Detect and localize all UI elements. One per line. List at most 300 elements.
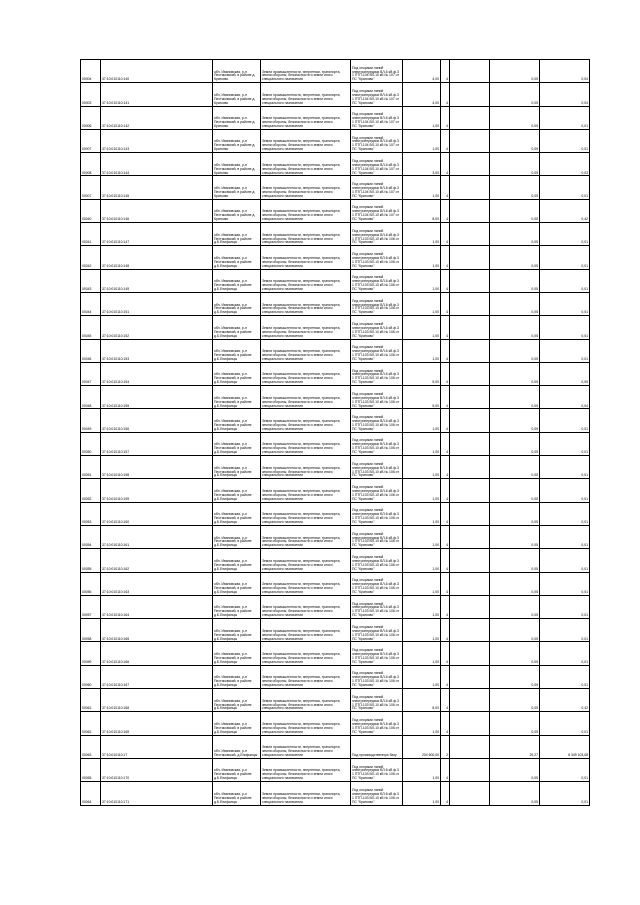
- cell-address: обл. Ивановская, р-н Пестяковский, в районе д.Б.Епифанцы: [213, 246, 261, 269]
- cell-cadastral-value: 0,01: [540, 106, 590, 129]
- cell-specific-value: 0,05: [490, 549, 540, 572]
- cell-permitted-use: Под опорами линий электропередачи ВЛ-6 кВ ф.3 1 ПТП-103 ВЛ-10 кВ № 106 от ПС "Кратково": [351, 246, 403, 269]
- cell-address: обл. Ивановская, р-н Пестяковский, в районе д. Кратково: [213, 106, 261, 129]
- cell-area: 1,00: [403, 432, 441, 455]
- cell-land-category: Земли промышленности, энергетики, транспорта, земли обороны, безопасности и земли иного специального назначения: [261, 456, 351, 479]
- cell-specific-value: 0,05: [490, 758, 540, 781]
- table-row: [81, 572, 590, 595]
- cell-cadastral-number: 37:10:010110:17: [101, 735, 213, 758]
- cell-area: 1,00: [403, 246, 441, 269]
- cell-land-category: Земли промышленности, энергетики, транспорта, земли обороны, безопасности и земли иного специального назначения: [261, 409, 351, 432]
- cell-unit-code: 4: [441, 106, 450, 129]
- cell-cadastral-value: 0,04: [540, 60, 590, 83]
- cell-cadastral-number: 37:10:010110:144: [101, 153, 213, 176]
- cell-permitted-use: Под опорами линий электропередачи ВЛ-6 кВ ф.3 1 ПТП-103 ВЛ-10 кВ № 106 от ПС "Кратково": [351, 479, 403, 502]
- table-row: [81, 223, 590, 246]
- cell-rate: [450, 83, 490, 106]
- cell-row-id: 00045: [81, 316, 101, 339]
- cell-permitted-use: Под опорами линий электропередачи ВЛ-6 кВ ф.3 1 ПТП-103 ВЛ-10 кВ № 106 от ПС "Кратково": [351, 502, 403, 525]
- table-row: [81, 712, 590, 735]
- cell-specific-value: 0,05: [490, 782, 540, 805]
- cell-row-id: 00040: [81, 199, 101, 222]
- cell-specific-value: 0,05: [490, 386, 540, 409]
- cell-address: обл. Ивановская, р-н Пестяковский, в районе д.Б.Епифанцы: [213, 479, 261, 502]
- cell-land-category: Земли промышленности, энергетики, транспорта, земли обороны, безопасности и земли иного специального назначения: [261, 269, 351, 292]
- cell-address: обл. Ивановская, р-н Пестяковский, в районе д. Кратково: [213, 153, 261, 176]
- cell-rate: [450, 409, 490, 432]
- cell-address: обл. Ивановская, р-н Пестяковский, в районе д.Б.Епифанцы: [213, 619, 261, 642]
- cell-land-category: Земли промышленности, энергетики, транспорта, земли обороны, безопасности и земли иного специального назначения: [261, 735, 351, 758]
- cell-specific-value: 0,05: [490, 60, 540, 83]
- cell-unit-code: 4: [441, 129, 450, 152]
- cell-area: 4,00: [403, 60, 441, 83]
- cell-cadastral-number: 37:10:010110:165: [101, 619, 213, 642]
- cell-permitted-use: Под опорами линий электропередачи ВЛ-6 кВ ф.3 1 ПТП-103 ВЛ-10 кВ № 106 от ПС "Кратково": [351, 386, 403, 409]
- cell-rate: [450, 619, 490, 642]
- cell-permitted-use: Под опорами линий электропередачи ВЛ-6 кВ ф.3 1 ПТП-103 ВЛ-10 кВ № 106 от ПС "Кратково": [351, 456, 403, 479]
- cell-permitted-use: Под опорами линий электропередачи ВЛ-6 кВ ф.3 1 ПТП-103 ВЛ-10 кВ № 106 от ПС "Кратково": [351, 572, 403, 595]
- cell-permitted-use: Под опорами линий электропередачи ВЛ-6 кВ ф.3 1 ПТП-104 ВЛ-10 кВ № 107 от ПС "Кратково": [351, 129, 403, 152]
- cell-land-category: Земли промышленности, энергетики, транспорта, земли обороны, безопасности и земли иного специального назначения: [261, 712, 351, 735]
- cell-rate: [450, 572, 490, 595]
- table-row: [81, 525, 590, 548]
- cell-specific-value: 0,05: [490, 595, 540, 618]
- cell-cadastral-number: 37:10:010110:162: [101, 549, 213, 572]
- cell-specific-value: 0,05: [490, 223, 540, 246]
- cell-cadastral-value: 0,01: [540, 246, 590, 269]
- cell-cadastral-value: 0,01: [540, 223, 590, 246]
- table-row: [81, 642, 590, 665]
- table-row: [81, 479, 590, 502]
- cell-permitted-use: Под опорами линий электропередачи ВЛ-6 кВ ф.3 1 ПТП-103 ВЛ-10 кВ № 106 от ПС "Кратково": [351, 549, 403, 572]
- cell-cadastral-value: 0,42: [540, 199, 590, 222]
- cell-specific-value: 0,05: [490, 502, 540, 525]
- cell-cadastral-number: 37:10:010110:157: [101, 432, 213, 455]
- cell-row-id: 00007: [81, 129, 101, 152]
- cell-area: 1,00: [403, 642, 441, 665]
- cell-unit-code: 4: [441, 386, 450, 409]
- cell-permitted-use: Под опорами линий электропередачи ВЛ-6 кВ ф.3 1 ПТП-103 ВЛ-10 кВ № 106 от ПС "Кратково": [351, 595, 403, 618]
- cell-row-id: 00054: [81, 525, 101, 548]
- cell-row-id: 00008: [81, 153, 101, 176]
- cell-cadastral-value: 0,03: [540, 153, 590, 176]
- cell-address: обл. Ивановская, р-н Пестяковский, в районе д.Б.Епифанцы: [213, 665, 261, 688]
- cell-cadastral-number: 37:10:010110:153: [101, 339, 213, 362]
- cell-cadastral-value: 0,01: [540, 269, 590, 292]
- cell-specific-value: 0,05: [490, 572, 540, 595]
- cell-land-category: Земли промышленности, энергетики, транспорта, земли обороны, безопасности и земли иного специального назначения: [261, 246, 351, 269]
- cell-address: обл. Ивановская, р-н Пестяковский, в районе д.Б.Епифанцы: [213, 292, 261, 315]
- cell-specific-value: 0,05: [490, 269, 540, 292]
- cell-rate: [450, 642, 490, 665]
- cell-cadastral-value: 0,01: [540, 549, 590, 572]
- cell-unit-code: 4: [441, 362, 450, 385]
- cell-cadastral-number: 37:10:010110:148: [101, 246, 213, 269]
- cell-row-id: 00050: [81, 432, 101, 455]
- cell-area: 8,00: [403, 199, 441, 222]
- table-row: [81, 758, 590, 781]
- cell-address: обл. Ивановская, р-н Пестяковский, в районе д. Кратково: [213, 176, 261, 199]
- cell-rate: [450, 549, 490, 572]
- cell-address: обл. Ивановская, р-н Пестяковский, в районе д.Б.Епифанцы: [213, 432, 261, 455]
- cell-land-category: Земли промышленности, энергетики, транспорта, земли обороны, безопасности и земли иного специального назначения: [261, 782, 351, 805]
- cell-cadastral-number: 37:10:010110:154: [101, 362, 213, 385]
- cell-cadastral-number: 37:10:010110:140: [101, 60, 213, 83]
- table-row: [81, 386, 590, 409]
- cell-cadastral-number: 37:10:010110:146: [101, 199, 213, 222]
- cell-specific-value: 0,05: [490, 432, 540, 455]
- cell-unit-code: 4: [441, 782, 450, 805]
- cell-row-id: 00058: [81, 619, 101, 642]
- cell-rate: [450, 525, 490, 548]
- cell-address: обл. Ивановская, р-н Пестяковский, д.Епифанцы: [213, 735, 261, 758]
- cell-unit-code: 4: [441, 479, 450, 502]
- cell-land-category: Земли промышленности, энергетики, транспорта, земли обороны, безопасности и земли иного специального назначения: [261, 316, 351, 339]
- cell-specific-value: 0,05: [490, 292, 540, 315]
- cell-permitted-use: Под опорами линий электропередачи ВЛ-6 кВ ф.3 1 ПТП-103 ВЛ-10 кВ № 106 от ПС "Кратково": [351, 362, 403, 385]
- cell-row-id: 00061: [81, 689, 101, 712]
- cell-area: 1,00: [403, 223, 441, 246]
- cell-cadastral-value: 0,01: [540, 409, 590, 432]
- cell-row-id: 00041: [81, 223, 101, 246]
- cell-cadastral-value: 0,42: [540, 689, 590, 712]
- cell-address: обл. Ивановская, р-н Пестяковский, в районе д. Кратково: [213, 60, 261, 83]
- cell-address: обл. Ивановская, р-н Пестяковский, в районе д.Б.Епифанцы: [213, 456, 261, 479]
- cell-address: обл. Ивановская, р-н Пестяковский, в районе д. Кратково: [213, 129, 261, 152]
- cell-cadastral-number: 37:10:010110:152: [101, 316, 213, 339]
- table-row: [81, 106, 590, 129]
- table-row: [81, 292, 590, 315]
- cell-permitted-use: Под опорами линий электропередачи ВЛ-6 кВ ф.3 1 ПТП-103 ВЛ-10 кВ № 106 от ПС "Кратково": [351, 525, 403, 548]
- cell-unit-code: 4: [441, 432, 450, 455]
- cell-permitted-use: Под опорами линий электропередачи ВЛ-6 кВ ф.3 1 ПТП-103 ВЛ-10 кВ № 106 от ПС "Кратково": [351, 665, 403, 688]
- cell-unit-code: 4: [441, 572, 450, 595]
- cell-row-id: 00048: [81, 386, 101, 409]
- cell-land-category: Земли промышленности, энергетики, транспорта, земли обороны, безопасности и земли иного специального назначения: [261, 153, 351, 176]
- cell-unit-code: 4: [441, 689, 450, 712]
- cell-cadastral-value: 0,01: [540, 782, 590, 805]
- cell-permitted-use: Под опорами линий электропередачи ВЛ-6 кВ ф.3 1 ПТП-103 ВЛ-10 кВ № 106 от ПС "Кратково": [351, 619, 403, 642]
- cell-unit-code: 4: [441, 60, 450, 83]
- cell-area: 1,00: [403, 665, 441, 688]
- table-row: [81, 316, 590, 339]
- cell-cadastral-value: 0,01: [540, 502, 590, 525]
- cell-specific-value: 0,05: [490, 665, 540, 688]
- cell-row-id: 00053: [81, 502, 101, 525]
- cell-permitted-use: Под опорами линий электропередачи ВЛ-6 кВ ф.3 1 ПТП-104 ВЛ-10 кВ № 107 от ПС "Кратково": [351, 83, 403, 106]
- cell-unit-code: 4: [441, 339, 450, 362]
- cell-specific-value: 0,05: [490, 129, 540, 152]
- cell-unit-code: 4: [441, 316, 450, 339]
- cell-address: обл. Ивановская, р-н Пестяковский, в районе д.Б.Епифанцы: [213, 525, 261, 548]
- cell-land-category: Земли промышленности, энергетики, транспорта, земли обороны, безопасности и земли иного специального назначения: [261, 595, 351, 618]
- cell-area: 1,00: [403, 712, 441, 735]
- cell-cadastral-number: 37:10:010110:156: [101, 409, 213, 432]
- cell-row-id: 00064: [81, 782, 101, 805]
- cell-rate: [450, 758, 490, 781]
- table-row: [81, 339, 590, 362]
- cell-area: 5,00: [403, 362, 441, 385]
- cell-row-id: 00047: [81, 362, 101, 385]
- cell-rate: [450, 269, 490, 292]
- cell-unit-code: 4: [441, 269, 450, 292]
- cell-specific-value: 0,05: [490, 712, 540, 735]
- cell-specific-value: 0,05: [490, 409, 540, 432]
- cell-specific-value: 0,05: [490, 456, 540, 479]
- cell-land-category: Земли промышленности, энергетики, транспорта, земли обороны, безопасности и земли иного специального назначения: [261, 665, 351, 688]
- cell-land-category: Земли промышленности, энергетики, транспорта, земли обороны, безопасности и земли иного специального назначения: [261, 292, 351, 315]
- cell-address: обл. Ивановская, р-н Пестяковский, в районе д.Б.Епифанцы: [213, 386, 261, 409]
- table-row: [81, 153, 590, 176]
- cell-cadastral-value: 0,01: [540, 479, 590, 502]
- cell-row-id: 00065: [81, 758, 101, 781]
- cell-land-category: Земли промышленности, энергетики, транспорта, земли обороны, безопасности и земли иного специального назначения: [261, 758, 351, 781]
- cell-cadastral-number: 37:10:010110:151: [101, 292, 213, 315]
- table-row: [81, 782, 590, 805]
- cell-cadastral-number: 37:10:010110:167: [101, 665, 213, 688]
- cell-cadastral-number: 37:10:010110:169: [101, 712, 213, 735]
- cell-row-id: 00055: [81, 549, 101, 572]
- cell-permitted-use: Под опорами линий электропередачи ВЛ-6 кВ ф.3 1 ПТП-103 ВЛ-10 кВ № 106 от ПС "Кратково": [351, 292, 403, 315]
- cell-address: обл. Ивановская, р-н Пестяковский, в районе д.Б.Епифанцы: [213, 316, 261, 339]
- cell-permitted-use: Под опорами линий электропередачи ВЛ-6 кВ ф.3 1 ПТП-103 ВЛ-10 кВ № 106 от ПС "Кратково": [351, 712, 403, 735]
- cell-unit-code: 4: [441, 153, 450, 176]
- cell-unit-code: 4: [441, 665, 450, 688]
- cell-unit-code: 4: [441, 502, 450, 525]
- cell-cadastral-value: 0,01: [540, 176, 590, 199]
- cell-cadastral-number: 37:10:010110:170: [101, 758, 213, 781]
- cell-cadastral-number: 37:10:010110:142: [101, 106, 213, 129]
- cell-cadastral-number: 37:10:010110:159: [101, 479, 213, 502]
- cell-permitted-use: Под опорами линий электропередачи ВЛ-6 кВ ф.3 1 ПТП-104 ВЛ-10 кВ № 107 от ПС "Кратково": [351, 106, 403, 129]
- cell-row-id: 00043: [81, 269, 101, 292]
- cell-specific-value: 29,27: [490, 735, 540, 758]
- cell-rate: [450, 153, 490, 176]
- cell-specific-value: 0,05: [490, 525, 540, 548]
- cell-cadastral-number: 37:10:010110:158: [101, 456, 213, 479]
- cell-rate: [450, 246, 490, 269]
- cell-area: 1,00: [403, 106, 441, 129]
- cell-rate: [450, 735, 490, 758]
- cell-address: обл. Ивановская, р-н Пестяковский, в районе д.Б.Епифанцы: [213, 782, 261, 805]
- cell-permitted-use: Под опорами линий электропередачи ВЛ-6 кВ ф.3 1 ПТП-103 ВЛ-10 кВ № 106 от ПС "Кратково": [351, 642, 403, 665]
- cell-permitted-use: Под опорами линий электропередачи ВЛ-6 кВ ф.3 1 ПТП-104 ВЛ-10 кВ № 107 от ПС "Кратково": [351, 153, 403, 176]
- table-row: [81, 665, 590, 688]
- cell-permitted-use: Под опорами линий электропередачи ВЛ-6 кВ ф.3 1 ПТП-104 ВЛ-10 кВ № 107 от ПС "Кратково": [351, 60, 403, 83]
- cell-row-id: 00060: [81, 665, 101, 688]
- cell-unit-code: 4: [441, 758, 450, 781]
- cell-unit-code: 4: [441, 176, 450, 199]
- cell-row-id: 00051: [81, 456, 101, 479]
- cell-land-category: Земли промышленности, энергетики, транспорта, земли обороны, безопасности и земли иного специального назначения: [261, 549, 351, 572]
- cell-specific-value: 0,05: [490, 362, 540, 385]
- cell-specific-value: 0,05: [490, 153, 540, 176]
- cell-row-id: 00052: [81, 479, 101, 502]
- cell-cadastral-number: 37:10:010110:166: [101, 642, 213, 665]
- cell-cadastral-number: 37:10:010110:145: [101, 176, 213, 199]
- cell-land-category: Земли промышленности, энергетики, транспорта, земли обороны, безопасности и земли иного специального назначения: [261, 129, 351, 152]
- cell-cadastral-number: 37:10:010110:168: [101, 689, 213, 712]
- cell-address: обл. Ивановская, р-н Пестяковский, в районе д. Кратково: [213, 83, 261, 106]
- cell-address: обл. Ивановская, р-н Пестяковский, в районе д.Б.Епифанцы: [213, 223, 261, 246]
- cell-rate: [450, 362, 490, 385]
- cell-cadastral-number: 37:10:010110:147: [101, 223, 213, 246]
- cell-row-id: 00049: [81, 409, 101, 432]
- cell-land-category: Земли промышленности, энергетики, транспорта, земли обороны, безопасности и земли иного специального назначения: [261, 176, 351, 199]
- cell-address: обл. Ивановская, р-н Пестяковский, в районе д.Б.Епифанцы: [213, 758, 261, 781]
- cell-area: 1,00: [403, 525, 441, 548]
- cell-cadastral-value: 8 349 103,08: [540, 735, 590, 758]
- cell-rate: [450, 129, 490, 152]
- cell-unit-code: 4: [441, 525, 450, 548]
- cell-address: обл. Ивановская, р-н Пестяковский, в районе д.Б.Епифанцы: [213, 339, 261, 362]
- cell-land-category: Земли промышленности, энергетики, транспорта, земли обороны, безопасности и земли иного специального назначения: [261, 572, 351, 595]
- cell-area: 1,00: [403, 479, 441, 502]
- cell-area: 5,00: [403, 386, 441, 409]
- cell-unit-code: 4: [441, 83, 450, 106]
- cell-permitted-use: Под опорами линий электропередачи ВЛ-6 кВ ф.3 1 ПТП-104 ВЛ-10 кВ № 107 от ПС "Кратково": [351, 199, 403, 222]
- cell-cadastral-number: 37:10:010110:163: [101, 572, 213, 595]
- cell-unit-code: 4: [441, 619, 450, 642]
- cell-cadastral-number: 37:10:010110:161: [101, 525, 213, 548]
- cell-rate: [450, 479, 490, 502]
- cell-specific-value: 0,05: [490, 619, 540, 642]
- cell-specific-value: 0,05: [490, 642, 540, 665]
- cell-rate: [450, 689, 490, 712]
- cell-rate: [450, 106, 490, 129]
- cell-cadastral-value: 0,01: [540, 316, 590, 339]
- cell-permitted-use: Под опорами линий электропередачи ВЛ-6 кВ ф.3 1 ПТП-103 ВЛ-10 кВ № 106 от ПС "Кратково": [351, 782, 403, 805]
- cell-permitted-use: Под опорами линий электропередачи ВЛ-6 кВ ф.3 1 ПТП-103 ВЛ-10 кВ № 106 от ПС "Кратково": [351, 316, 403, 339]
- cell-row-id: 00056: [81, 572, 101, 595]
- cell-unit-code: 4: [441, 456, 450, 479]
- cell-specific-value: 0,05: [490, 106, 540, 129]
- cell-cadastral-number: 37:10:010110:164: [101, 595, 213, 618]
- cell-permitted-use: Под опорами линий электропередачи ВЛ-6 кВ ф.3 1 ПТП-104 ВЛ-10 кВ № 107 от ПС "Кратково": [351, 176, 403, 199]
- cell-row-id: 00059: [81, 642, 101, 665]
- cell-rate: [450, 386, 490, 409]
- cell-address: обл. Ивановская, р-н Пестяковский, в районе д.Б.Епифанцы: [213, 502, 261, 525]
- cell-rate: [450, 456, 490, 479]
- table-row: [81, 60, 590, 83]
- cell-address: обл. Ивановская, р-н Пестяковский, в районе д.Б.Епифанцы: [213, 409, 261, 432]
- cell-land-category: Земли промышленности, энергетики, транспорта, земли обороны, безопасности и земли иного специального назначения: [261, 60, 351, 83]
- cell-cadastral-value: 0,01: [540, 525, 590, 548]
- table-row: [81, 83, 590, 106]
- cell-unit-code: 2: [441, 735, 450, 758]
- cell-cadastral-value: 0,01: [540, 642, 590, 665]
- cell-area: 1,00: [403, 549, 441, 572]
- cell-address: обл. Ивановская, р-н Пестяковский, в районе д.Б.Епифанцы: [213, 642, 261, 665]
- cell-land-category: Земли промышленности, энергетики, транспорта, земли обороны, безопасности и земли иного специального назначения: [261, 386, 351, 409]
- table-row: [81, 689, 590, 712]
- cell-rate: [450, 223, 490, 246]
- cell-specific-value: 0,05: [490, 176, 540, 199]
- cell-cadastral-value: 0,04: [540, 386, 590, 409]
- cell-specific-value: 0,05: [490, 479, 540, 502]
- cell-rate: [450, 339, 490, 362]
- cell-row-id: 00046: [81, 339, 101, 362]
- table-row: [81, 549, 590, 572]
- cell-area: 3,00: [403, 153, 441, 176]
- cell-address: обл. Ивановская, р-н Пестяковский, в районе д.Б.Епифанцы: [213, 362, 261, 385]
- table-body: [81, 60, 590, 806]
- cell-rate: [450, 595, 490, 618]
- table-row: [81, 176, 590, 199]
- cell-cadastral-value: 0,01: [540, 758, 590, 781]
- cell-unit-code: 4: [441, 199, 450, 222]
- cell-specific-value: 0,05: [490, 199, 540, 222]
- cell-unit-code: 4: [441, 595, 450, 618]
- cell-area: 1,00: [403, 456, 441, 479]
- cell-area: 1,00: [403, 339, 441, 362]
- table-row: [81, 502, 590, 525]
- cell-rate: [450, 502, 490, 525]
- cell-area: 1,00: [403, 292, 441, 315]
- cell-cadastral-value: 0,01: [540, 456, 590, 479]
- cell-specific-value: 0,05: [490, 246, 540, 269]
- cell-land-category: Земли промышленности, энергетики, транспорта, земли обороны, безопасности и земли иного специального назначения: [261, 106, 351, 129]
- cell-row-id: 00003: [81, 83, 101, 106]
- cell-rate: [450, 199, 490, 222]
- cell-cadastral-number: 37:10:010110:149: [101, 269, 213, 292]
- cell-cadastral-value: 0,01: [540, 595, 590, 618]
- cell-rate: [450, 782, 490, 805]
- cell-cadastral-value: 0,01: [540, 665, 590, 688]
- table-row: [81, 362, 590, 385]
- cell-land-category: Земли промышленности, энергетики, транспорта, земли обороны, безопасности и земли иного специального назначения: [261, 83, 351, 106]
- cell-cadastral-value: 0,01: [540, 292, 590, 315]
- cell-land-category: Земли промышленности, энергетики, транспорта, земли обороны, безопасности и земли иного специального назначения: [261, 339, 351, 362]
- cell-cadastral-value: 0,01: [540, 619, 590, 642]
- cell-unit-code: 4: [441, 246, 450, 269]
- table-row: [81, 129, 590, 152]
- cell-unit-code: 4: [441, 712, 450, 735]
- cell-unit-code: 4: [441, 409, 450, 432]
- cell-row-id: 00004: [81, 60, 101, 83]
- cell-area: 204 600,00: [403, 735, 441, 758]
- cell-specific-value: 0,05: [490, 316, 540, 339]
- cell-cadastral-number: 37:10:010110:141: [101, 83, 213, 106]
- cell-area: 1,00: [403, 409, 441, 432]
- cell-land-category: Земли промышленности, энергетики, транспорта, земли обороны, безопасности и земли иного специального назначения: [261, 642, 351, 665]
- cell-area: 1,00: [403, 269, 441, 292]
- cell-land-category: Земли промышленности, энергетики, транспорта, земли обороны, безопасности и земли иного специального назначения: [261, 199, 351, 222]
- cell-cadastral-value: 0,05: [540, 362, 590, 385]
- cell-land-category: Земли промышленности, энергетики, транспорта, земли обороны, безопасности и земли иного специального назначения: [261, 502, 351, 525]
- cell-land-category: Земли промышленности, энергетики, транспорта, земли обороны, безопасности и земли иного специального назначения: [261, 525, 351, 548]
- cell-row-id: 00042: [81, 246, 101, 269]
- cell-area: 1,00: [403, 502, 441, 525]
- cell-rate: [450, 60, 490, 83]
- cell-unit-code: 4: [441, 642, 450, 665]
- cell-area: 8,00: [403, 689, 441, 712]
- cell-rate: [450, 712, 490, 735]
- cell-land-category: Земли промышленности, энергетики, транспорта, земли обороны, безопасности и земли иного специального назначения: [261, 689, 351, 712]
- cell-area: 1,00: [403, 316, 441, 339]
- cell-row-id: 00044: [81, 292, 101, 315]
- table-row: [81, 456, 590, 479]
- cell-address: обл. Ивановская, р-н Пестяковский, в районе д. Кратково: [213, 199, 261, 222]
- cell-cadastral-value: 0,04: [540, 83, 590, 106]
- cell-permitted-use: Под опорами линий электропередачи ВЛ-6 кВ ф.3 1 ПТП-103 ВЛ-10 кВ № 106 от ПС "Кратково": [351, 689, 403, 712]
- cadastral-table: [80, 59, 590, 806]
- cell-permitted-use: Под производственную базу: [351, 735, 403, 758]
- table-row: [81, 246, 590, 269]
- cell-rate: [450, 176, 490, 199]
- table-row: [81, 619, 590, 642]
- cell-row-id: 00007: [81, 176, 101, 199]
